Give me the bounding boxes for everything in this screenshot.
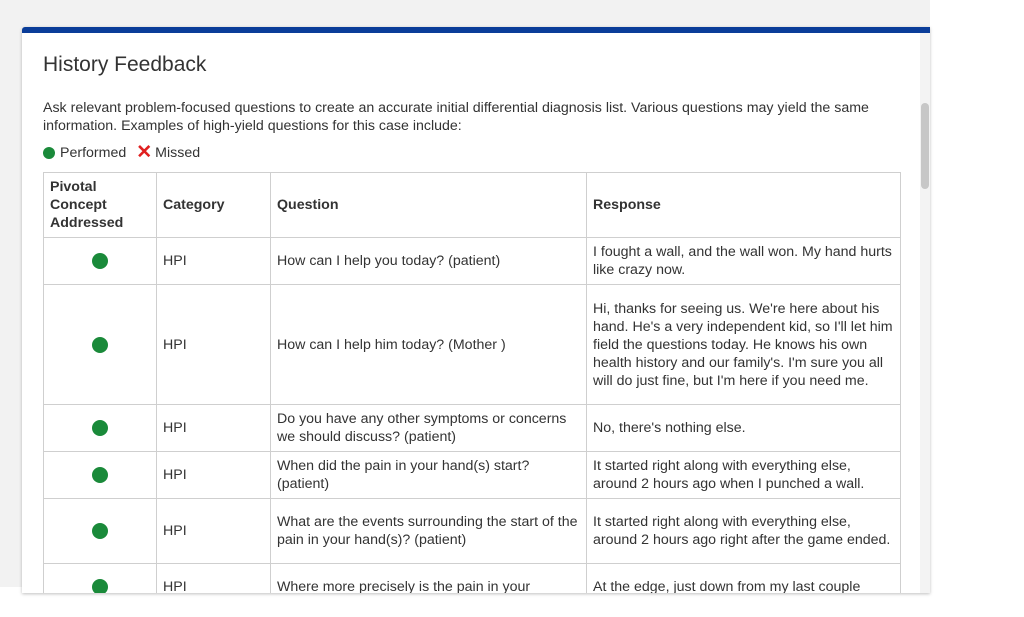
history-feedback-card (22, 27, 930, 593)
performed-dot-icon (92, 420, 108, 436)
response-cell: I fought a wall, and the wall won. My hand hurts like crazy now. (587, 238, 901, 285)
pivot-cell (44, 452, 157, 499)
question-cell: How can I help him today? (Mother ) (271, 285, 587, 405)
scrollbar-track[interactable] (920, 33, 930, 593)
header-response: Response (587, 173, 901, 238)
questions-table (43, 172, 901, 593)
category-cell: HPI (157, 285, 271, 405)
response-cell: Hi, thanks for seeing us. We're here about his hand. He's a very independent kid, so I'll let him field the questions today. He knows his own health history and our family's. I'm sure you all will do just fine, but I'm here if you need me. (587, 285, 901, 405)
question-cell: What are the events surrounding the start of the pain in your hand(s)? (patient) (271, 499, 587, 564)
performed-dot-icon (92, 467, 108, 483)
response-cell: No, there's nothing else. (587, 405, 901, 452)
table-row (44, 564, 901, 594)
missed-x-icon: ✕ (136, 142, 153, 163)
question-cell: Do you have any other symptoms or concerns we should discuss? (patient) (271, 405, 587, 452)
category-cell: HPI (157, 452, 271, 499)
table-row (44, 238, 901, 285)
performed-dot-icon (43, 147, 55, 159)
table-row (44, 499, 901, 564)
category-cell: HPI (157, 238, 271, 285)
performed-dot-icon (92, 337, 108, 353)
response-cell: It started right along with everything else, around 2 hours ago when I punched a wall. (587, 452, 901, 499)
pivot-cell (44, 405, 157, 452)
table-row (44, 285, 901, 405)
question-cell: Where more precisely is the pain in your (271, 564, 587, 594)
scrollbar-thumb[interactable] (921, 103, 929, 189)
response-cell: At the edge, just down from my last couple (587, 564, 901, 594)
legend (43, 142, 201, 163)
pivot-cell (44, 285, 157, 405)
header-pivot: Pivotal Concept Addressed (44, 173, 157, 238)
pivot-cell (44, 238, 157, 285)
question-cell: How can I help you today? (patient) (271, 238, 587, 285)
performed-dot-icon (92, 579, 108, 593)
header-category: Category (157, 173, 271, 238)
category-cell: HPI (157, 499, 271, 564)
legend-missed-label: Missed (155, 145, 201, 161)
legend-performed-label: Performed (60, 145, 127, 161)
table-header-row (44, 173, 901, 238)
performed-dot-icon (92, 523, 108, 539)
performed-dot-icon (92, 253, 108, 269)
category-cell: HPI (157, 405, 271, 452)
pivot-cell (44, 499, 157, 564)
response-cell: It started right along with everything else, around 2 hours ago right after the game ended. (587, 499, 901, 564)
question-cell: When did the pain in your hand(s) start? (patient) (271, 452, 587, 499)
instructions-text: Ask relevant problem-focused questions to create an accurate initial differential diagnosis list. Various questions may yield the same information. Examples of high-yield questions for this case include: (43, 100, 869, 134)
category-cell: HPI (157, 564, 271, 594)
table-row (44, 405, 901, 452)
page-title: History Feedback (43, 53, 207, 76)
header-question: Question (271, 173, 587, 238)
pivot-cell (44, 564, 157, 594)
table-row (44, 452, 901, 499)
